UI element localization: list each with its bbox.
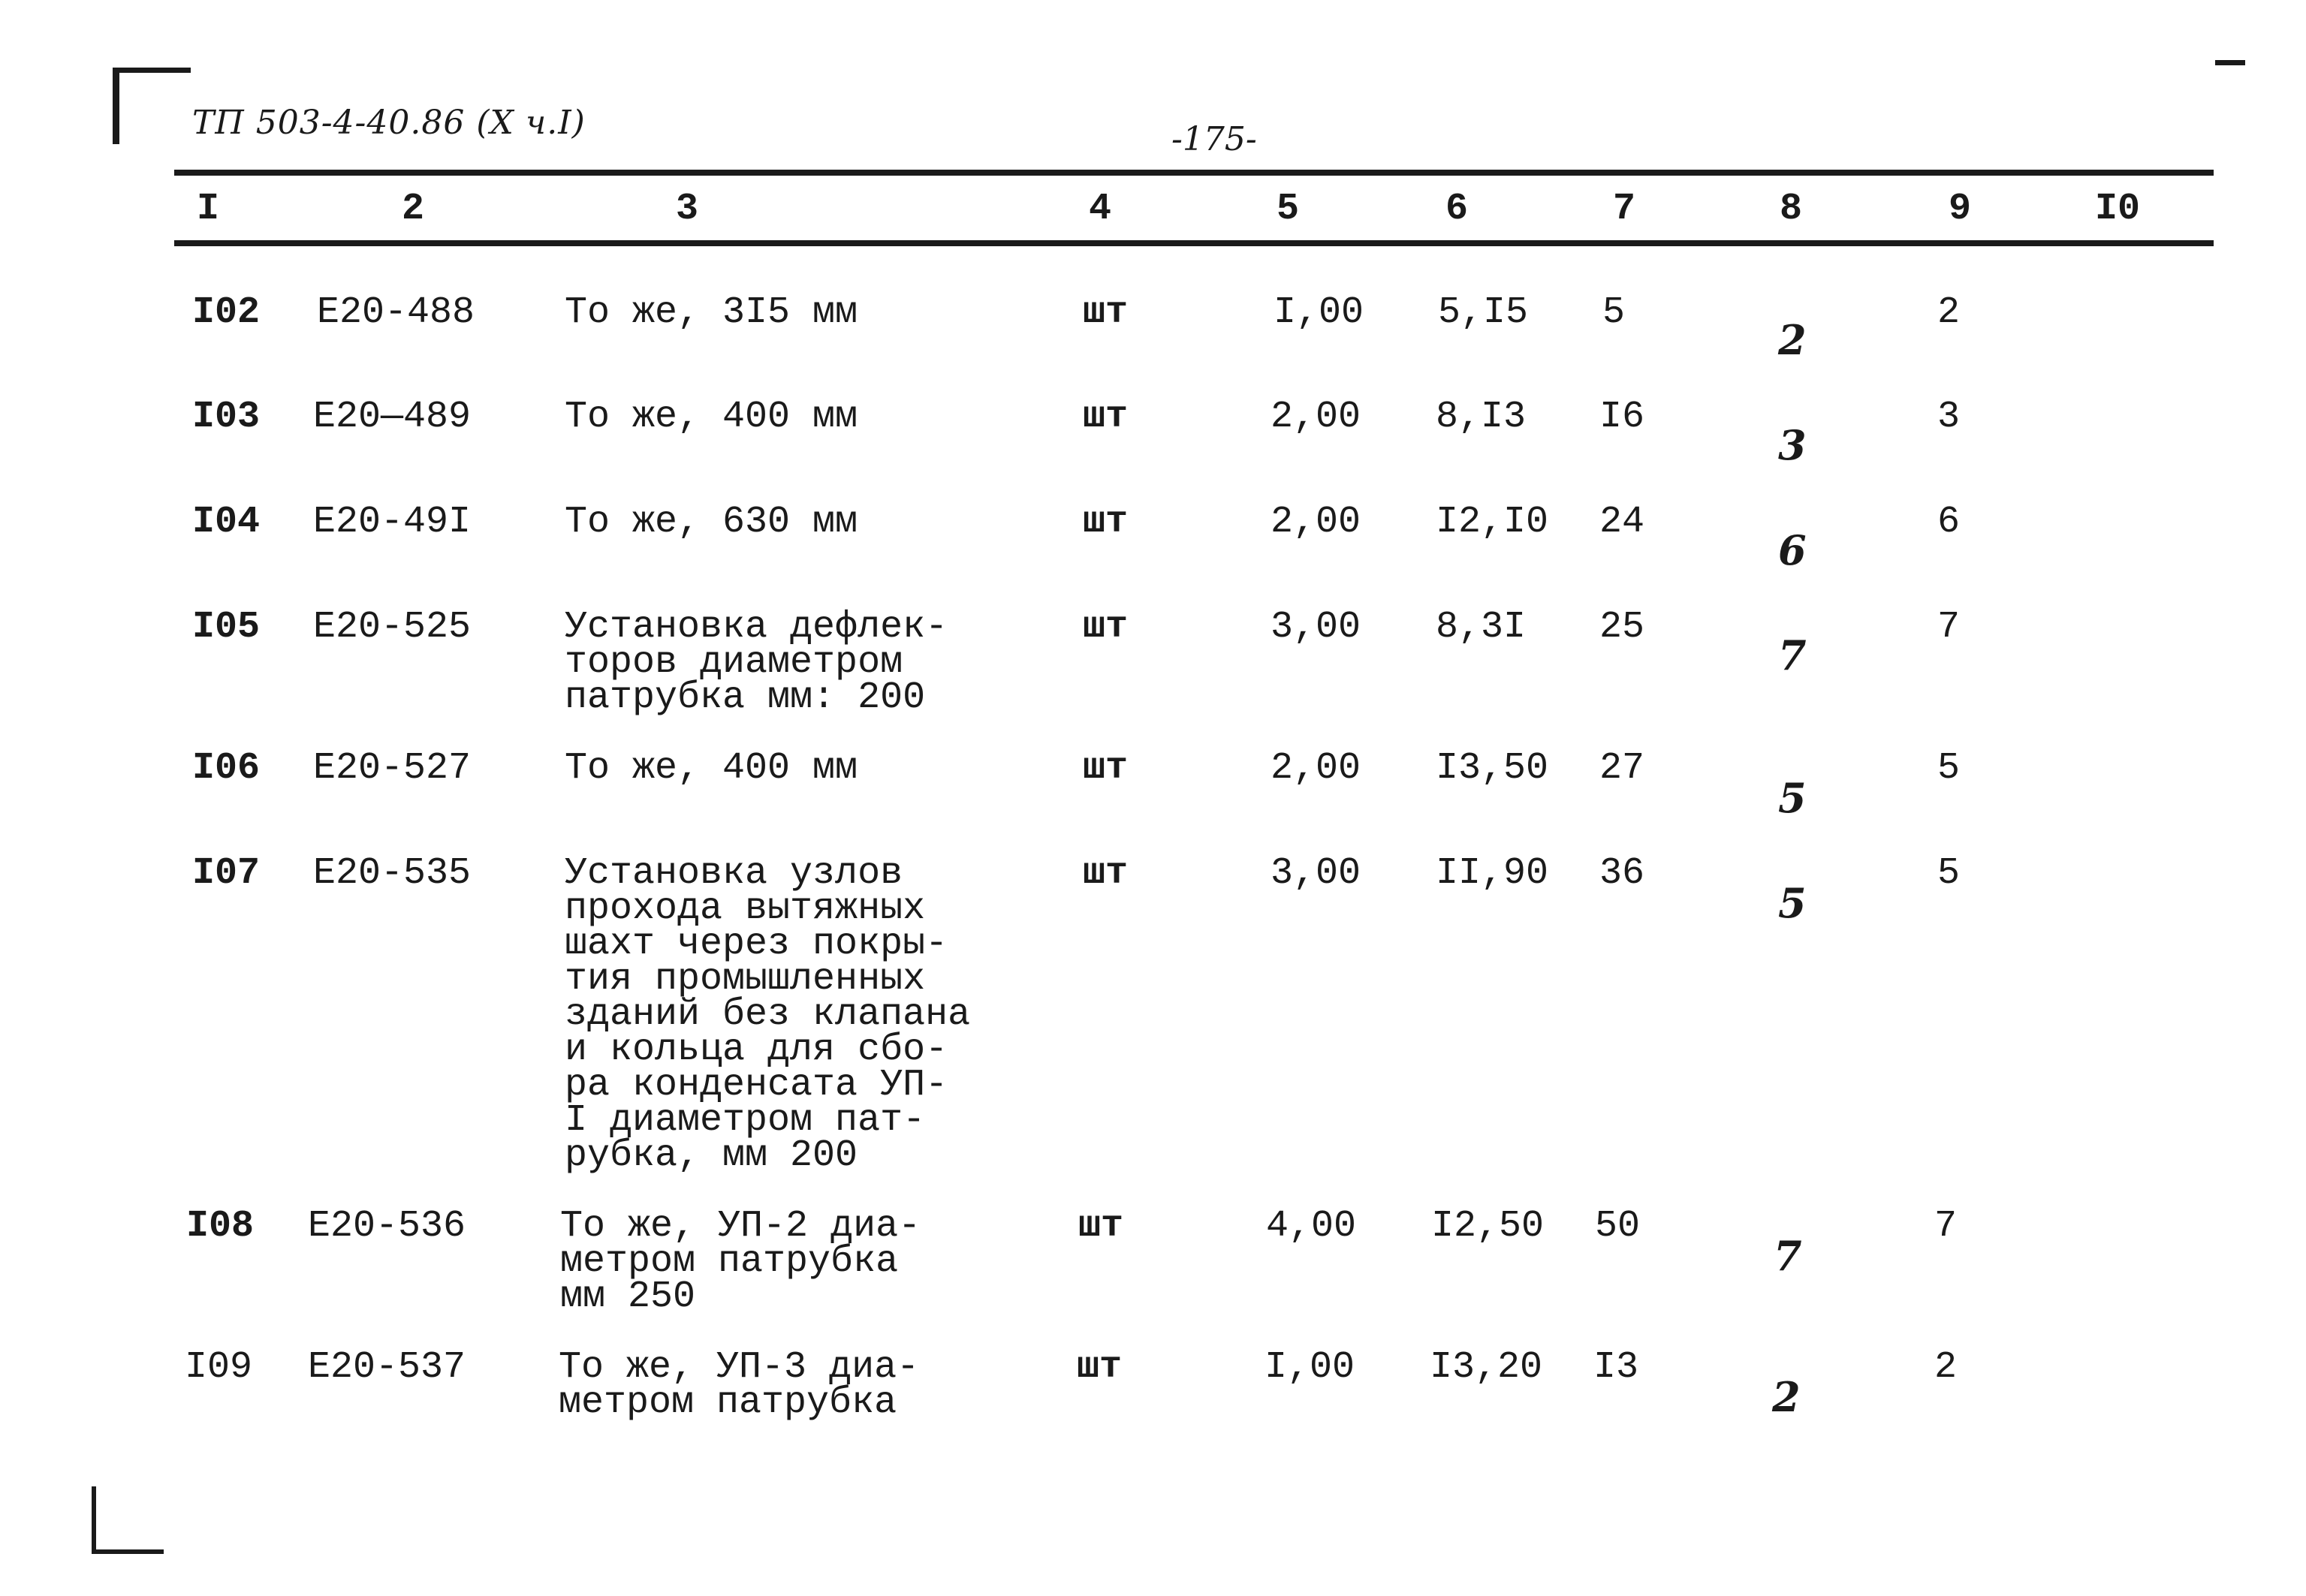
row-number: I02 bbox=[192, 291, 261, 334]
row-col8: 6 bbox=[1778, 526, 1807, 574]
column-header-5: 5 bbox=[1277, 188, 1300, 230]
row-number: I03 bbox=[192, 396, 261, 438]
row-col5: 2,00 bbox=[1271, 501, 1361, 544]
row-col6: 5,I5 bbox=[1438, 291, 1529, 334]
column-header-10: I0 bbox=[2095, 188, 2141, 230]
corner-mark-top-right bbox=[2215, 60, 2245, 65]
row-unit: шт bbox=[1083, 606, 1129, 649]
row-col5: I,00 bbox=[1274, 291, 1364, 334]
row-col9: 2 bbox=[1934, 1346, 1958, 1389]
row-col7: 36 bbox=[1599, 852, 1645, 895]
row-col9: 5 bbox=[1937, 747, 1961, 790]
row-code: Е20-49I bbox=[313, 501, 472, 544]
row-col8: 7 bbox=[1778, 631, 1807, 679]
row-col7: I3 bbox=[1593, 1346, 1639, 1389]
row-col8: 5 bbox=[1778, 774, 1807, 822]
row-col7: 27 bbox=[1599, 747, 1645, 790]
row-description: То же, 400 мм bbox=[565, 396, 858, 438]
row-col6: I3,20 bbox=[1430, 1346, 1543, 1389]
row-col7: I6 bbox=[1599, 396, 1645, 438]
row-col5: I,00 bbox=[1265, 1346, 1355, 1389]
row-unit: шт bbox=[1083, 852, 1129, 895]
row-number: I08 bbox=[186, 1205, 255, 1248]
row-col9: 7 bbox=[1934, 1205, 1958, 1248]
row-number: I06 bbox=[192, 747, 261, 790]
row-code: Е20-536 bbox=[308, 1205, 466, 1248]
row-code: Е20-488 bbox=[317, 291, 475, 334]
row-col9: 5 bbox=[1937, 852, 1961, 895]
column-header-4: 4 bbox=[1089, 188, 1112, 230]
row-col9: 2 bbox=[1937, 291, 1961, 334]
row-description: То же, 630 мм bbox=[565, 501, 858, 544]
row-col6: I2,I0 bbox=[1436, 501, 1549, 544]
row-col7: 25 bbox=[1599, 606, 1645, 649]
row-code: Е20-535 bbox=[313, 852, 472, 895]
row-col8: 2 bbox=[1772, 1373, 1801, 1421]
column-header-8: 8 bbox=[1780, 188, 1803, 230]
row-col5: 3,00 bbox=[1271, 606, 1361, 649]
column-header-1: I bbox=[197, 188, 220, 230]
row-col6: I3,50 bbox=[1436, 747, 1549, 790]
row-col9: 3 bbox=[1937, 396, 1961, 438]
column-header-6: 6 bbox=[1445, 188, 1469, 230]
row-col6: II,90 bbox=[1436, 852, 1549, 895]
row-unit: шт bbox=[1083, 747, 1129, 790]
row-unit: шт bbox=[1078, 1205, 1124, 1248]
row-col8: 2 bbox=[1778, 316, 1807, 364]
row-description: То же, 3I5 мм bbox=[565, 291, 858, 334]
table-top-rule bbox=[174, 170, 2214, 176]
row-code: Е20-525 bbox=[313, 606, 472, 649]
page-number: -175- bbox=[1171, 120, 1257, 158]
row-col5: 2,00 bbox=[1271, 747, 1361, 790]
column-header-7: 7 bbox=[1613, 188, 1636, 230]
row-col5: 2,00 bbox=[1271, 396, 1361, 438]
row-col8: 5 bbox=[1778, 879, 1807, 927]
column-header-3: 3 bbox=[676, 188, 699, 230]
row-col6: 8,I3 bbox=[1436, 396, 1527, 438]
row-col9: 7 bbox=[1937, 606, 1961, 649]
row-col8: 3 bbox=[1778, 421, 1807, 469]
row-col5: 3,00 bbox=[1271, 852, 1361, 895]
row-description: Установка дефлек- торов диаметром патрубка мм: 200 bbox=[565, 606, 948, 719]
row-unit: шт bbox=[1083, 291, 1129, 334]
row-col7: 24 bbox=[1599, 501, 1645, 544]
row-col6: I2,50 bbox=[1431, 1205, 1545, 1248]
row-unit: шт bbox=[1083, 396, 1129, 438]
row-number: I09 bbox=[185, 1346, 253, 1389]
column-header-9: 9 bbox=[1949, 188, 1972, 230]
row-code: Е20-527 bbox=[313, 747, 472, 790]
row-number: I05 bbox=[192, 606, 261, 649]
row-unit: шт bbox=[1083, 501, 1129, 544]
row-description: Установка узлов прохода вытяжных шахт через покры- тия промышленных зданий без клапана и кольца для сбо- ра конденсата УП- I диаметром пат- рубка, мм 200 bbox=[565, 852, 971, 1177]
row-unit: шт bbox=[1077, 1346, 1123, 1389]
row-description: То же, УП-3 диа- метром патрубка bbox=[559, 1346, 920, 1424]
row-col8: 7 bbox=[1774, 1232, 1802, 1280]
row-col6: 8,3I bbox=[1436, 606, 1527, 649]
row-col5: 4,00 bbox=[1266, 1205, 1357, 1248]
row-col9: 6 bbox=[1937, 501, 1961, 544]
corner-mark-bottom-left-vertical bbox=[92, 1486, 96, 1554]
row-code: Е20-537 bbox=[308, 1346, 466, 1389]
row-description: То же, УП-2 диа- метром патрубка мм 250 bbox=[560, 1205, 921, 1318]
table-header-rule bbox=[174, 240, 2214, 246]
row-description: То же, 400 мм bbox=[565, 747, 858, 790]
document-code: ТП 503-4-40.86 (X ч.I) bbox=[192, 104, 586, 142]
row-col7: 50 bbox=[1595, 1205, 1641, 1248]
column-header-2: 2 bbox=[402, 188, 425, 230]
row-col7: 5 bbox=[1602, 291, 1626, 334]
row-number: I04 bbox=[192, 501, 261, 544]
row-code: Е20—489 bbox=[313, 396, 472, 438]
row-number: I07 bbox=[192, 852, 261, 895]
corner-mark-top-left-vertical bbox=[113, 71, 119, 144]
corner-mark-bottom-left bbox=[92, 1549, 164, 1554]
corner-mark-top-left bbox=[113, 68, 191, 73]
